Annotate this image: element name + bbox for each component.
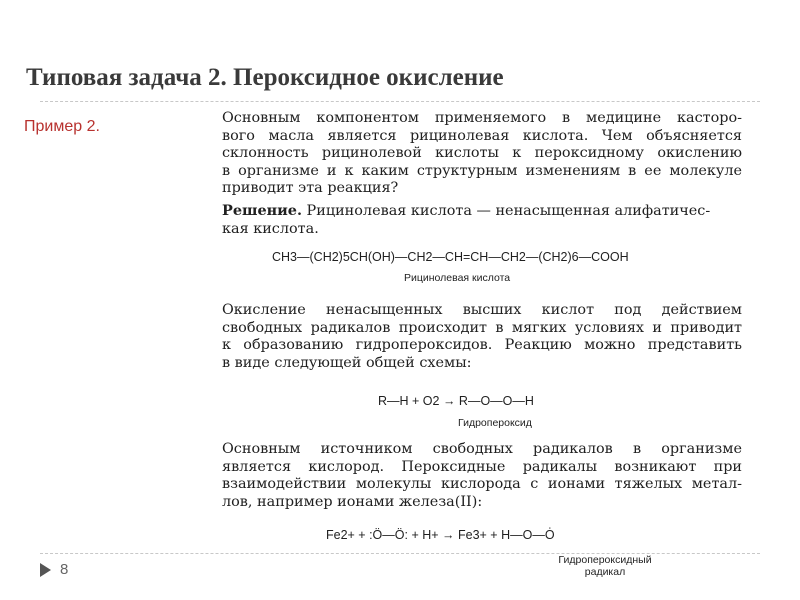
example-label: Пример 2. (24, 118, 100, 135)
text-line: Окисление ненасыщенных высших кислот под действием (222, 302, 742, 318)
text-line: Основным источником свободных радикалов в организме (222, 441, 742, 457)
text-line: является кислород. Пероксидные радикалы возникают при (222, 458, 742, 475)
solution-text: Рицинолевая кислота — ненасыщенная алифатичес- (301, 203, 711, 219)
hydroperoxide-caption: Гидропероксид (458, 417, 532, 429)
solution-line: кая кислота. (222, 220, 319, 237)
solution-block (222, 202, 742, 238)
solution-label: Решение. (222, 202, 302, 219)
ricinoleic-acid-caption: Рицинолевая кислота (404, 272, 511, 284)
caption-line: радикал (584, 566, 626, 578)
solution-line (222, 202, 742, 221)
text-line: взаимодействии молекулы кислорода с ионами тяжелых метал- (222, 476, 742, 493)
problem-text (222, 110, 742, 198)
text-line: Основным компонентом применяемого в медицине касторо- (222, 110, 742, 126)
text-line: склонность рицинолевой кислоты к пероксидному окислению (222, 145, 742, 162)
text-line: в организме и к каким структурным изменениям в ее молекуле (222, 162, 742, 179)
oxidation-paragraph (222, 302, 742, 372)
page-number: 8 (60, 561, 69, 578)
hydroperoxide-radical-caption (547, 554, 663, 578)
text-line: приводит эта реакция? (222, 180, 399, 197)
ricinoleic-acid-formula: CH3—(CH2)5CH(OH)—CH2—CH=CH—CH2—(CH2)6—COOH (272, 250, 629, 264)
footer-divider (40, 553, 760, 554)
iron-reaction-formula: Fe2+ + :Ö—Ö: + H+ → Fe3+ + H—O—Ȯ (326, 528, 555, 542)
play-arrow-icon (40, 563, 51, 577)
text-line: вого масла является рицинолевая кислота. Чем объясняется (222, 127, 742, 144)
problem-statement (222, 110, 742, 198)
title-divider (40, 101, 760, 102)
text-line: свободных радикалов происходит в мягких условиях и приводит (222, 319, 742, 336)
text-line: лов, например ионами железа(II): (222, 493, 483, 510)
text-line: к образованию гидропероксидов. Реакцию можно представить (222, 337, 742, 354)
caption-line: Гидропероксидный (558, 554, 652, 566)
radical-source-paragraph (222, 441, 742, 511)
text-line: в виде следующей общей схемы: (222, 354, 472, 371)
slide-title: Типовая задача 2. Пероксидное окисление (26, 64, 504, 91)
hydroperoxide-scheme: R—H + O2 → R—O—O—H (378, 394, 534, 408)
